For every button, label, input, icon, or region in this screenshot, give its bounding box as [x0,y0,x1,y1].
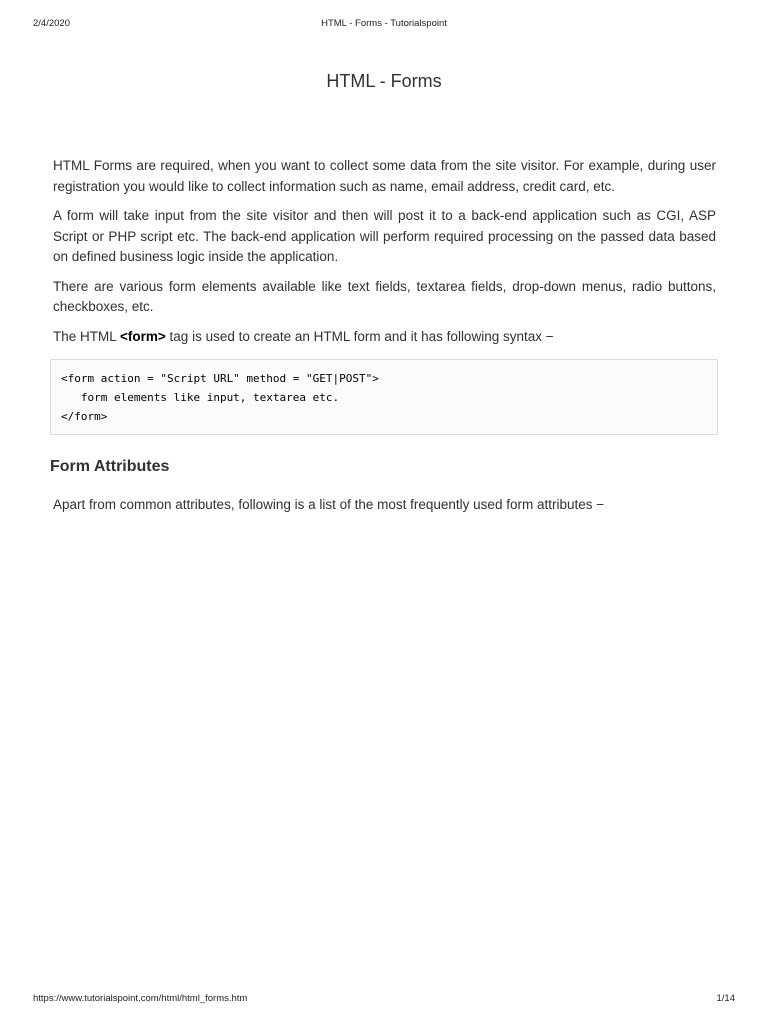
page-number: 1/14 [716,993,735,1004]
syntax-code-block [50,359,718,435]
source-url-link[interactable]: https://www.tutorialspoint.com/html/html_forms.htm [33,993,248,1004]
intro-paragraph: HTML Forms are required, when you want to collect some data from the site visitor. For example, during user registration you would like to collect information such as name, email address, credit card, etc. [53,158,716,194]
print-document-title: HTML - Forms - Tutorialspoint [321,18,447,29]
syntax-intro-paragraph [53,327,716,348]
form-tag-name: <form> [120,328,166,344]
print-date: 2/4/2020 [33,18,70,29]
code-line: <form action = "Script URL" method = "GET|POST"> [61,372,379,385]
syntax-intro-before: The HTML [53,328,121,344]
code-line: </form> [61,410,108,423]
backend-paragraph: A form will take input from the site visitor and then will post it to a back-end application such as CGI, ASP Script or PHP script etc. The back-end application will perform required processing on the passed data based on defined business logic inside the application. [53,208,716,264]
form-attributes-heading: Form Attributes [50,458,170,475]
syntax-intro-after: tag is used to create an HTML form and it has following syntax − [165,328,554,344]
article-body [53,156,716,356]
print-footer [0,993,768,1007]
print-header [0,18,768,32]
form-elements-paragraph: There are various form elements available like text fields, textarea fields, drop-down menus, radio buttons, checkboxes, etc. [53,278,716,314]
form-attributes-intro: Apart from common attributes, following is a list of the most frequently used form attributes − [53,497,605,512]
page-title: HTML - Forms [326,71,442,91]
code-line: form elements like input, textarea etc. [61,391,340,404]
